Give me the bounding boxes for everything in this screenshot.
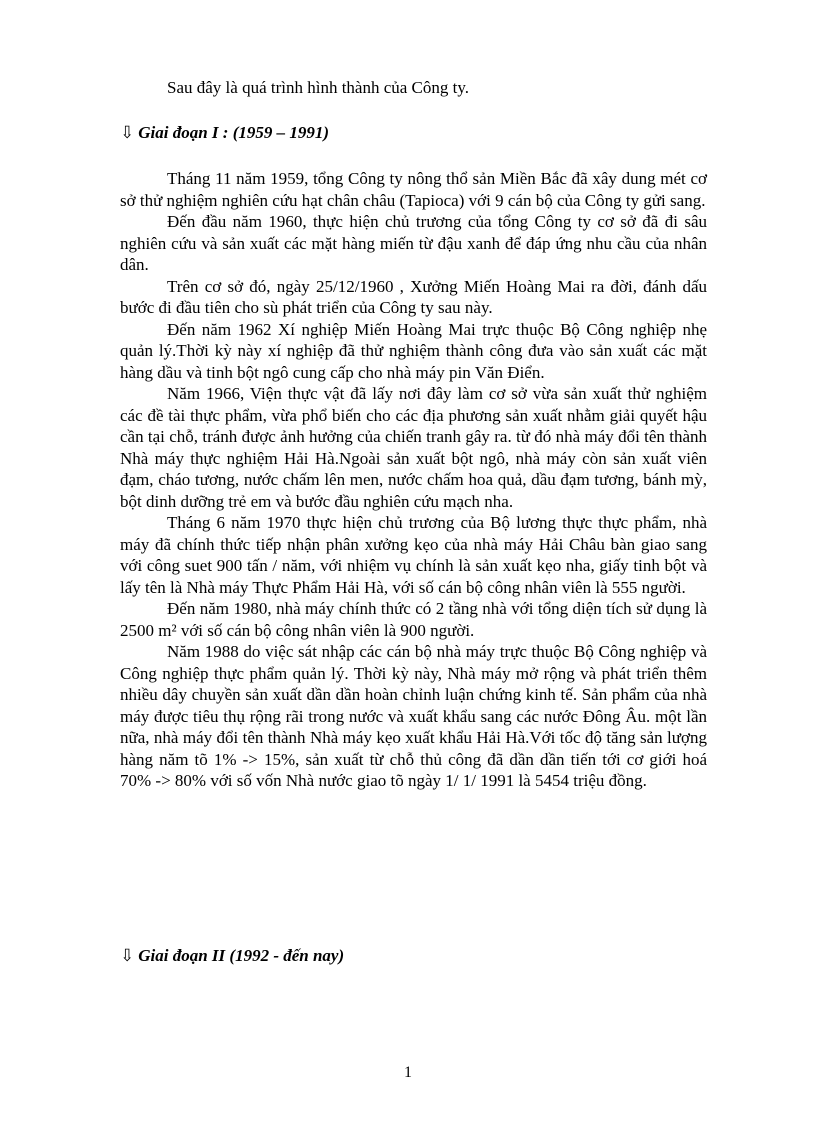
paragraph: Tháng 6 năm 1970 thực hiện chủ trương của Bộ lương thực thực phẩm, nhà máy đã chính thức tiếp nhận phân xưởng kẹo của nhà máy Hải Châu bàn giao sang với công suet 900 tấn / năm, với nhiệm vụ chính là sản xuất kẹo nha, giấy tinh bột và lấy tên là Nhà máy Thực Phẩm Hải Hà, với số cán bộ công nhân viên là 555 người. xyxy=(120,513,707,597)
body-text xyxy=(120,168,707,792)
paragraph: Đến năm 1980, nhà máy chính thức có 2 tầng nhà với tổng diện tích sử dụng là 2500 m² với số cán bộ công nhân viên là 900 người. xyxy=(120,599,707,640)
section-heading-1 xyxy=(120,121,329,145)
paragraph: Tháng 11 năm 1959, tổng Công ty nông thổ sản Miền Bắc đã xây dung mét cơ sở thử nghiệm nghiên cứu hạt chân châu (Tapioca) với 9 cán bộ của Công ty gửi sang. xyxy=(120,169,707,210)
section-heading-2-text: Giai đoạn II (1992 - đến nay) xyxy=(138,946,345,965)
intro-text: Sau đây là quá trình hình thành của Công ty. xyxy=(167,78,470,97)
paragraph: Năm 1988 do việc sát nhập các cán bộ nhà máy trực thuộc Bộ Công nghiệp và Công nghiệp thực phẩm quản lý. Thời kỳ này, Nhà máy mở rộng và phát triển thêm nhiều dây chuyền sản xuất dần dần hoàn chỉnh luận chứng kinh tế. Sản phẩm của nhà máy được tiêu thụ rộng rãi trong nước và xuất khẩu sang các nước Đông Âu. một lần nữa, nhà máy đổi tên thành Nhà máy kẹo xuất khẩu Hải Hà.Với tốc độ tăng sản lượng hàng năm tõ 1% -> 15%, sản xuất từ chỗ thủ công đã dần dần tiến tới cơ giới hoá 70% -> 80% với số vốn Nhà nước giao tõ ngày 1/ 1/ 1991 là 5454 triệu đồng. xyxy=(120,642,707,790)
down-arrow-icon: ⇩ xyxy=(120,123,135,142)
section-heading-2 xyxy=(120,944,344,968)
page-number: 1 xyxy=(404,1064,412,1081)
section-heading-1-text: Giai đoạn I : (1959 – 1991) xyxy=(138,123,330,142)
paragraph: Trên cơ sở đó, ngày 25/12/1960 , Xưởng Miến Hoàng Mai ra đời, đánh dấu bước đi đầu tiên cho sù phát triển của Công ty sau này. xyxy=(120,276,707,317)
down-arrow-icon: ⇩ xyxy=(120,946,135,965)
paragraph: Năm 1966, Viện thực vật đã lấy nơi đây làm cơ sở vừa sản xuất thử nghiệm các đề tài thực phẩm, vừa phổ biến cho các địa phương sản xuất nhằm giải quyết hậu cần tại chỗ, tránh được ảnh hưởng của chiến tranh gây ra. từ đó nhà máy đổi tên thành Nhà máy thực nghiệm Hải Hà.Ngoài sản xuất bột ngô, nhà máy còn sản xuất viên đạm, cháo tương, nước chấm lên men, nước chấm hoa quả, dầu đạm tương, bánh mỳ, bột dinh dưỡng trẻ em và bước đầu nghiên cứu mạch nha. xyxy=(120,384,707,511)
paragraph: Đến năm 1962 Xí nghiệp Miến Hoàng Mai trực thuộc Bộ Công nghiệp nhẹ quản lý.Thời kỳ này xí nghiệp đã thử nghiệm thành công đưa vào sản xuất các mặt hàng dầu và tinh bột ngô cung cấp cho nhà máy pin Văn Điển. xyxy=(120,319,707,382)
paragraph: Đến đầu năm 1960, thực hiện chủ trương của tổng Công ty cơ sở đã đi sâu nghiên cứu và sản xuất các mặt hàng miến từ đậu xanh để đáp ứng nhu cầu của nhân dân. xyxy=(120,212,707,274)
